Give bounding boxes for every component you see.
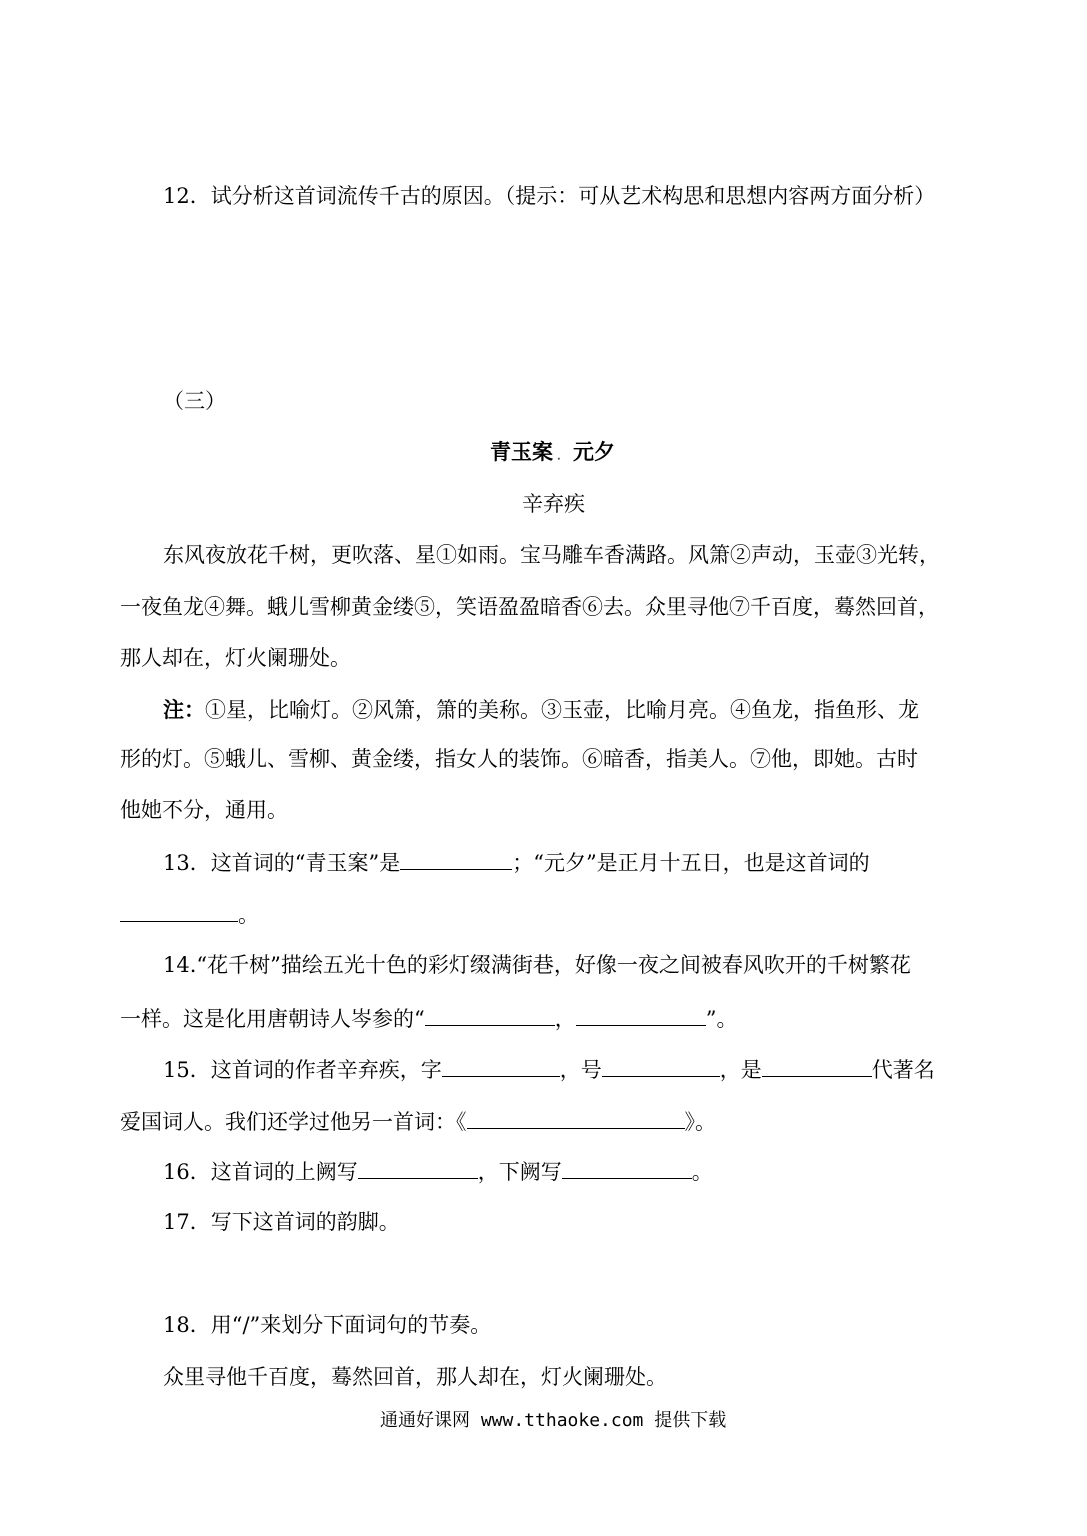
poem-title-main: 青玉案 [490, 440, 553, 464]
question-15-text-2: ，号 [559, 1058, 602, 1082]
poem-line-3: 那人却在，灯火阑珊处。 [120, 646, 351, 670]
poem-author: 辛弃疾 [522, 492, 585, 516]
question-13-text-2: ；“元夕”是正月十五日，也是这首词的 [512, 851, 870, 875]
poem-line-2: 一夜鱼龙④舞。蛾儿雪柳黄金缕⑤，笑语盈盈暗香⑥去。众里寻他⑦千百度，蓦然回首， [120, 595, 939, 619]
question-16 [163, 1160, 713, 1183]
question-18-sentence: 众里寻他千百度，蓦然回首，那人却在，灯火阑珊处。 [163, 1365, 667, 1389]
notes-line-1 [163, 699, 919, 721]
section-label: （三） [163, 389, 226, 413]
notes-line-2: 形的灯。⑤蛾儿、雪柳、黄金缕，指女人的装饰。⑥暗香，指美人。⑦他，即她。古时 [120, 747, 918, 771]
answer-blank[interactable] [358, 1160, 478, 1179]
notes-text-1: ①星，比喻灯。②风箫，箫的美称。③玉壶，比喻月亮。④鱼龙，指鱼形、龙 [205, 698, 919, 722]
answer-blank[interactable] [120, 903, 238, 922]
answer-blank[interactable] [442, 1058, 560, 1077]
question-13-cont [120, 903, 259, 926]
question-14-line-1: 14.“花千树”描绘五光十色的彩灯缀满街巷，好像一夜之间被春风吹开的千树繁花 [163, 953, 911, 977]
question-16-text-3: 。 [691, 1160, 713, 1184]
notes-line-3: 他她不分，通用。 [120, 798, 288, 822]
answer-blank[interactable] [602, 1058, 720, 1077]
question-14-text-1: 一样。这是化用唐朝诗人岑参的“ [120, 1007, 425, 1031]
question-15-line-1 [163, 1058, 935, 1081]
question-15-text-5: 爱国词人。我们还学过他另一首词：《 [120, 1110, 467, 1134]
question-15-text-6: 》。 [684, 1110, 716, 1134]
question-16-text-1: 16．这首词的上阙写 [163, 1160, 358, 1184]
poem-line-1: 东风夜放花千树，更吹落、星①如雨。宝马雕车香满路。风箫②声动，玉壶③光转， [163, 543, 940, 567]
question-12: 12．试分析这首词流传千古的原因。（提示：可从艺术构思和思想内容两方面分析） [163, 184, 936, 208]
question-14-text-2: ， [554, 1007, 576, 1031]
poem-title-sub: 元夕 [573, 440, 616, 464]
question-13-text-1: 13．这首词的“青玉案”是 [163, 851, 401, 875]
question-15-text-3: ，是 [719, 1058, 762, 1082]
answer-blank[interactable] [467, 1110, 685, 1129]
question-13 [163, 851, 870, 874]
poem-title-separator: ． [557, 448, 570, 462]
poem-title [490, 442, 615, 463]
question-13-text-3: 。 [238, 903, 259, 927]
question-17: 17．写下这首词的韵脚。 [163, 1210, 400, 1234]
question-15-text-4: 代著名 [871, 1058, 935, 1082]
question-14-line-2 [120, 1007, 738, 1030]
question-16-text-2: ，下阙写 [477, 1160, 562, 1184]
notes-label: 注： [163, 697, 205, 722]
page-footer: 通通好课网 www.tthaoke.com 提供下载 [380, 1410, 727, 1431]
question-15-text-1: 15．这首词的作者辛弃疾，字 [163, 1058, 442, 1082]
answer-blank[interactable] [562, 1160, 692, 1179]
answer-blank[interactable] [425, 1007, 555, 1026]
answer-blank[interactable] [400, 851, 512, 870]
answer-blank[interactable] [576, 1007, 706, 1026]
question-14-text-3: ”。 [705, 1007, 738, 1031]
answer-blank[interactable] [762, 1058, 872, 1077]
question-18: 18．用“/”来划分下面词句的节奏。 [163, 1313, 492, 1337]
question-15-line-2 [120, 1110, 716, 1133]
